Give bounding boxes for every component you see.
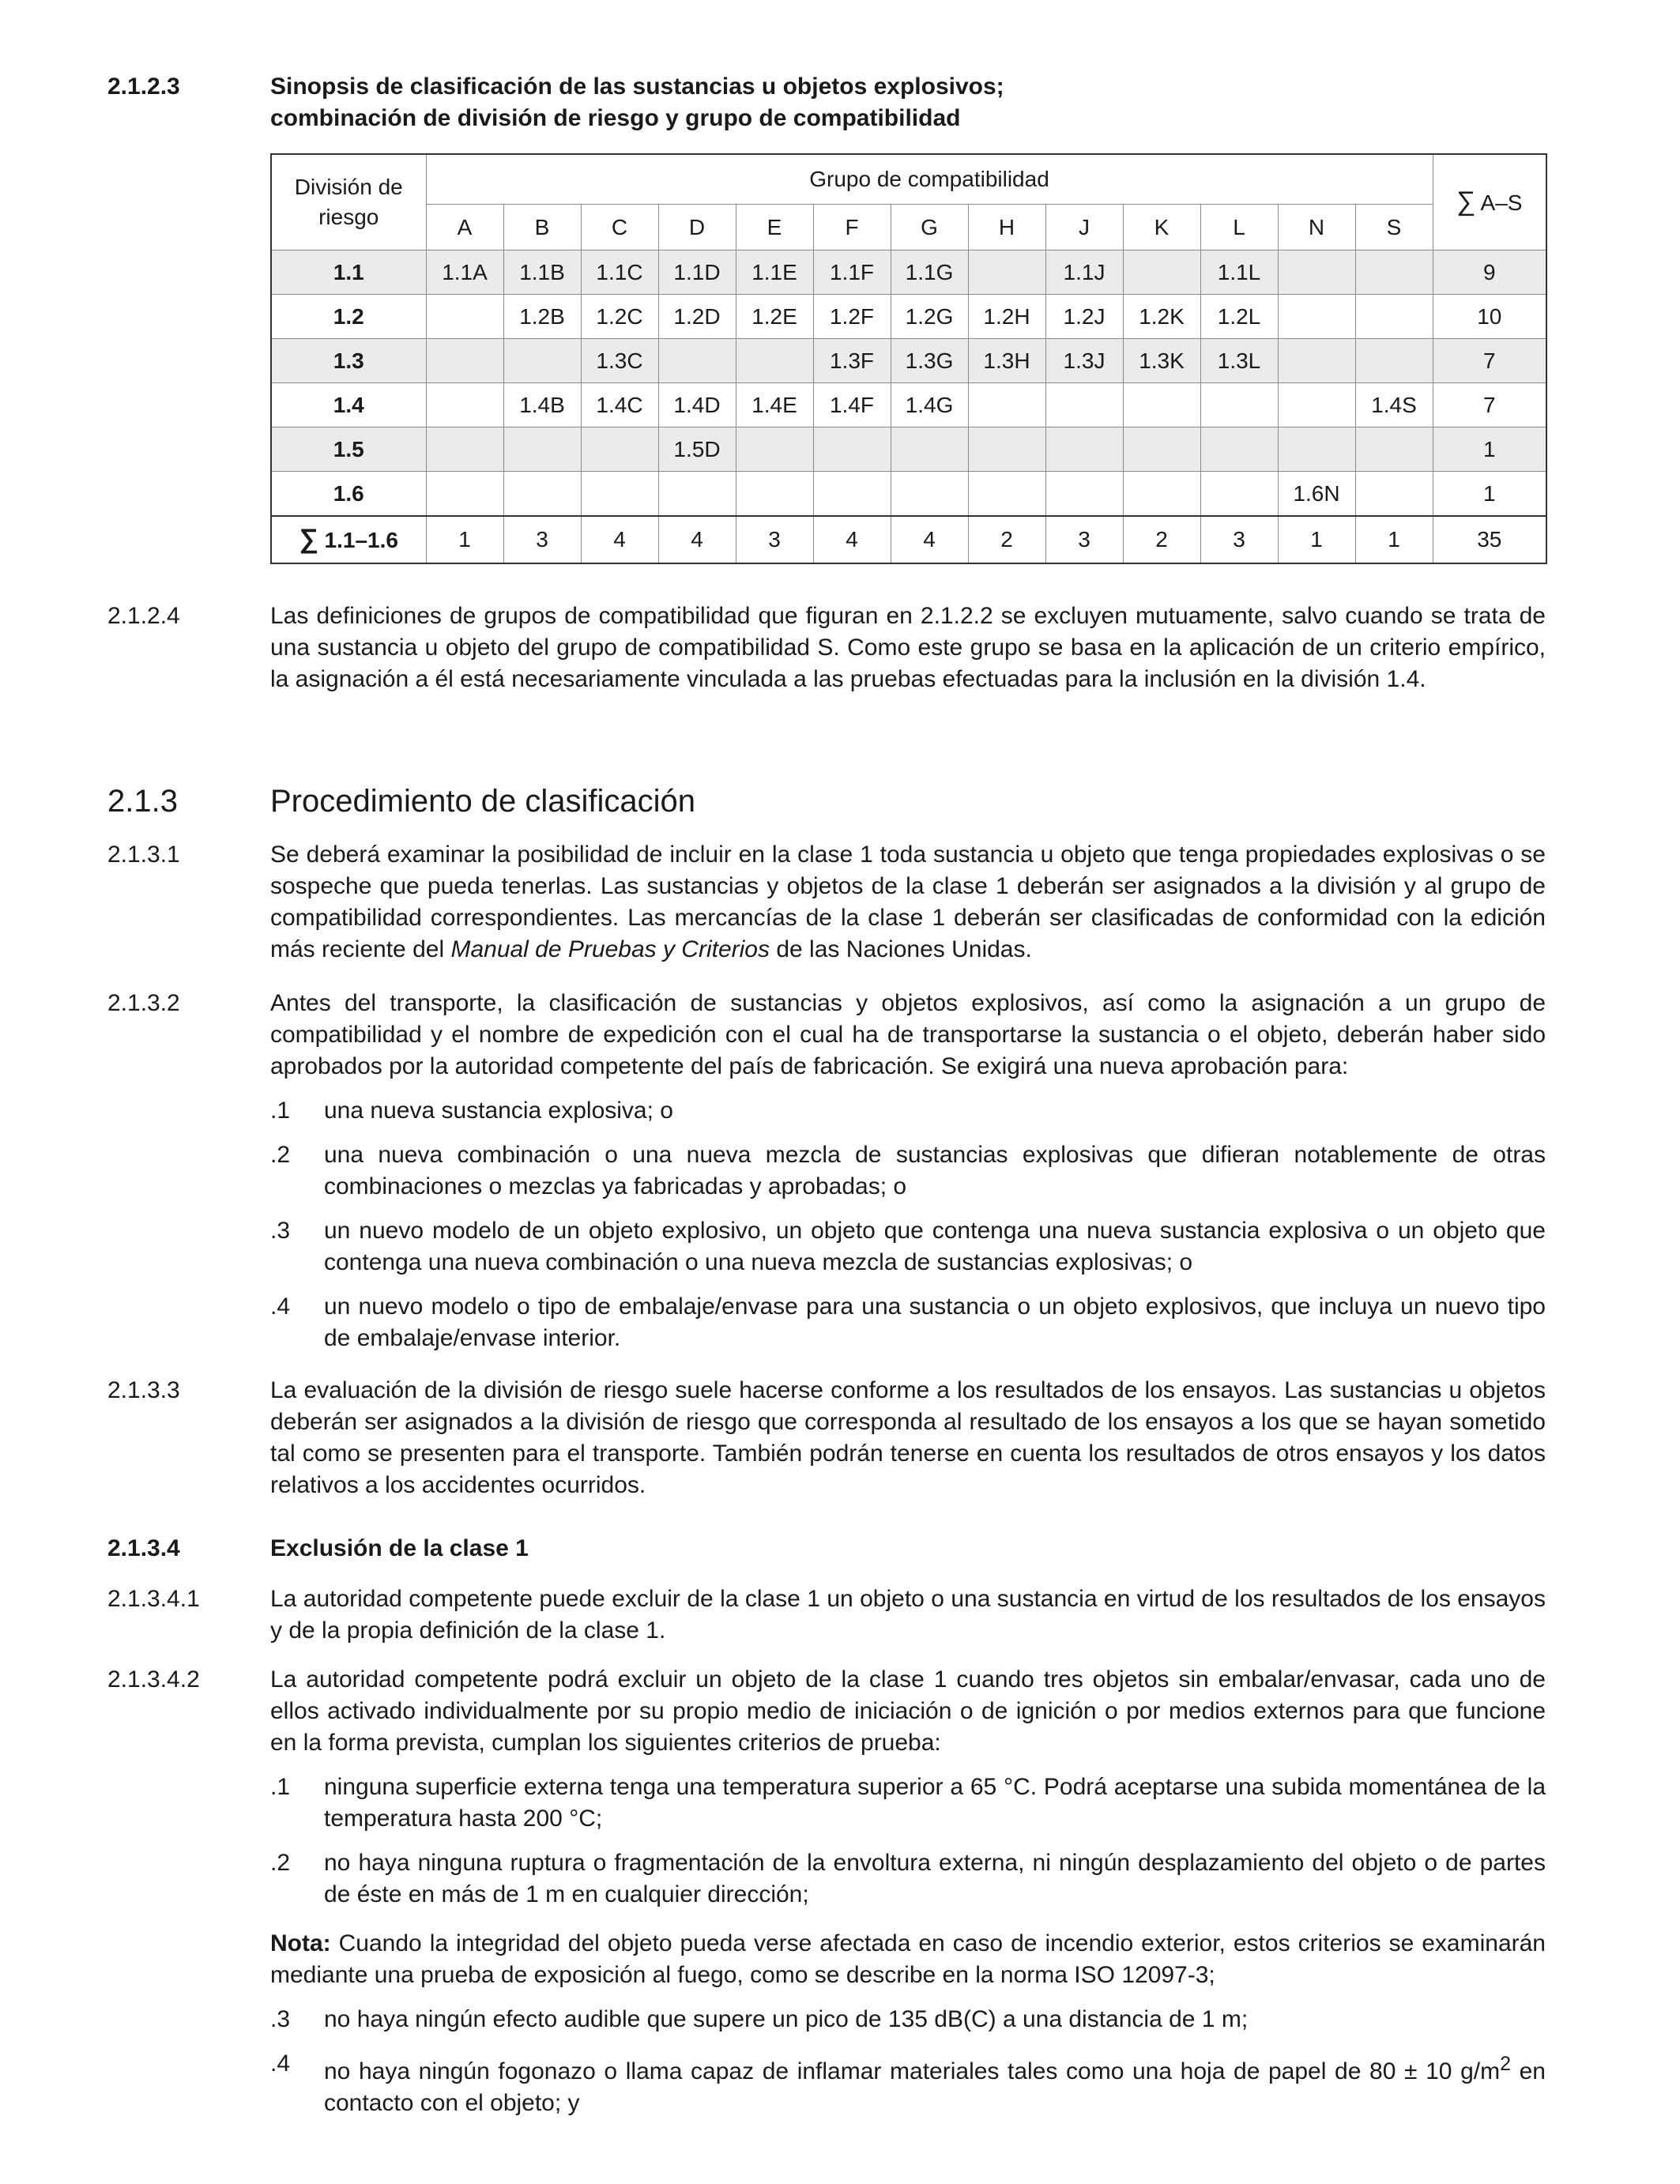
criterion-item xyxy=(270,2048,1546,2119)
header-compat-group: Grupo de compatibilidad xyxy=(426,154,1433,205)
table-cell xyxy=(1123,383,1200,427)
column-total-cell: 1 xyxy=(1278,516,1355,563)
row-sum-cell: 7 xyxy=(1433,383,1546,427)
table-cell xyxy=(1123,250,1200,295)
table-row xyxy=(271,250,1546,295)
table-cell xyxy=(1278,339,1355,383)
table-cell: 1.3K xyxy=(1123,339,1200,383)
item-text: una nueva sustancia explosiva; o xyxy=(324,1098,673,1124)
table-cell xyxy=(1045,472,1123,517)
table-cell: 1.4F xyxy=(813,383,891,427)
table-cell xyxy=(736,339,813,383)
table-row xyxy=(271,295,1546,339)
group-letter: N xyxy=(1278,205,1355,250)
section-title-line-1: Sinopsis de clasificación de las sustancias u objetos explosivos; xyxy=(270,73,1004,100)
header-division: División de riesgo xyxy=(271,154,426,250)
column-total-cell: 4 xyxy=(813,516,891,563)
section-2-1-3-1 xyxy=(107,839,1546,966)
table-cell xyxy=(1045,383,1123,427)
item-number: .4 xyxy=(270,2050,291,2077)
division-cell: 1.4 xyxy=(271,383,426,427)
column-total-cell: 4 xyxy=(891,516,968,563)
table-cell xyxy=(1278,383,1355,427)
table-cell xyxy=(813,472,891,517)
table-cell: 1.6N xyxy=(1278,472,1355,517)
table-cell xyxy=(1123,427,1200,472)
group-letter: F xyxy=(813,205,891,250)
item-number: .3 xyxy=(270,1218,291,1244)
column-total-cell: 3 xyxy=(1200,516,1278,563)
table-cell xyxy=(968,472,1045,517)
table-cell: 1.2B xyxy=(503,295,581,339)
approval-item xyxy=(270,1095,1546,1127)
table-cell xyxy=(1355,472,1433,517)
table-cell xyxy=(1355,339,1433,383)
section-number: 2.1.3 xyxy=(107,784,178,819)
table-cell xyxy=(426,383,503,427)
table-cell xyxy=(1123,472,1200,517)
table-cell: 1.2L xyxy=(1200,295,1278,339)
table-cell xyxy=(658,339,736,383)
group-letter: K xyxy=(1123,205,1200,250)
header-sum-label: A–S xyxy=(1480,190,1523,215)
table-cell xyxy=(503,427,581,472)
table-cell: 1.2J xyxy=(1045,295,1123,339)
section-2-1-3-2 xyxy=(107,988,1546,1354)
section-title xyxy=(270,71,1546,134)
table-cell xyxy=(503,339,581,383)
item-text: no haya ningún efecto audible que supere un pico de 135 dB(C) a una distancia de 1 m; xyxy=(324,2006,1249,2032)
table-cell: 1.4S xyxy=(1355,383,1433,427)
item-number: .2 xyxy=(270,1850,291,1876)
section-2-1-3-4-1 xyxy=(107,1583,1546,1647)
sum-symbol: ∑ xyxy=(299,524,318,554)
table-cell xyxy=(503,472,581,517)
table-cell xyxy=(968,383,1045,427)
item-text xyxy=(324,2048,1546,2119)
item-text: no haya ninguna ruptura o fragmentación de la envoltura externa, ni ningún desplazamiento del objeto o de partes de éste en más de 1 m en cualquier dirección; xyxy=(324,1850,1546,1907)
criterion-item xyxy=(270,1847,1546,1911)
column-total-cell: 4 xyxy=(658,516,736,563)
column-total-cell: 1 xyxy=(1355,516,1433,563)
table-cell: 1.1L xyxy=(1200,250,1278,295)
criterion-item xyxy=(270,1772,1546,1835)
table-cell: 1.3L xyxy=(1200,339,1278,383)
group-letter: E xyxy=(736,205,813,250)
approval-list xyxy=(270,1095,1546,1354)
table-cell xyxy=(1045,427,1123,472)
table-cell: 1.2E xyxy=(736,295,813,339)
criterion-item xyxy=(270,2004,1546,2035)
division-cell: 1.3 xyxy=(271,339,426,383)
table-cell xyxy=(1355,295,1433,339)
paragraph-block xyxy=(270,988,1546,1354)
note xyxy=(270,1928,1546,1991)
table-cell xyxy=(813,427,891,472)
table-cell: 1.1E xyxy=(736,250,813,295)
table-cell xyxy=(658,472,736,517)
section-2-1-3-4 xyxy=(107,1533,1546,1565)
column-total-cell: 2 xyxy=(1123,516,1200,563)
table-cell xyxy=(1355,250,1433,295)
column-total-cell: 3 xyxy=(736,516,813,563)
item-number: .4 xyxy=(270,1293,291,1320)
division-cell: 1.2 xyxy=(271,295,426,339)
paragraph: Las definiciones de grupos de compatibilidad que figuran en 2.1.2.2 se excluyen mutuamente, salvo cuando se trata de una sustancia u objeto del grupo de compatibilidad S. Como este grupo se basa en la aplicación de un criterio empírico, la asignación a él está necesariamente vinculada a las pruebas efectuadas para la inclusión en la división 1.4. xyxy=(270,603,1546,692)
group-letter: L xyxy=(1200,205,1278,250)
column-total-cell: 2 xyxy=(968,516,1045,563)
table-cell: 1.3F xyxy=(813,339,891,383)
row-sum-cell: 1 xyxy=(1433,427,1546,472)
table-cell xyxy=(1200,427,1278,472)
table-body xyxy=(271,250,1546,564)
column-total-cell: 1 xyxy=(426,516,503,563)
paragraph: La autoridad competente puede excluir de la clase 1 un objeto o una sustancia en virtud de los resultados de los ensayos y de la propia definición de la clase 1. xyxy=(270,1586,1546,1644)
item-number: .1 xyxy=(270,1774,291,1800)
section-number: 2.1.3.3 xyxy=(107,1377,180,1403)
item-text: ninguna superficie externa tenga una temperatura superior a 65 °C. Podrá aceptarse una subida momentánea de la temperatura hasta 200 °C; xyxy=(324,1774,1546,1832)
sum-symbol: ∑ xyxy=(1456,186,1476,217)
table-cell: 1.1F xyxy=(813,250,891,295)
approval-item xyxy=(270,1291,1546,1354)
table-cell xyxy=(581,472,658,517)
approval-item xyxy=(270,1215,1546,1278)
table-cell: 1.4C xyxy=(581,383,658,427)
division-cell: 1.6 xyxy=(271,472,426,517)
group-letter: B xyxy=(503,205,581,250)
note-text: Cuando la integridad del objeto pueda verse afectada en caso de incendio exterior, estos criterios se examinarán mediante una prueba de exposición al fuego, como se describe en la norma ISO 12097-3; xyxy=(270,1930,1546,1988)
table-cell xyxy=(426,427,503,472)
section-2-1-2-3 xyxy=(107,71,1546,134)
table-cell: 1.4E xyxy=(736,383,813,427)
section-number: 2.1.2.3 xyxy=(107,73,180,100)
table-cell: 1.3J xyxy=(1045,339,1123,383)
group-letter: A xyxy=(426,205,503,250)
section-number: 2.1.2.4 xyxy=(107,603,180,629)
table-cell xyxy=(1200,383,1278,427)
table-cell: 1.3H xyxy=(968,339,1045,383)
section-number: 2.1.3.4.2 xyxy=(107,1666,200,1693)
row-sum-cell: 7 xyxy=(1433,339,1546,383)
table-cell xyxy=(426,339,503,383)
table-cell: 1.2C xyxy=(581,295,658,339)
table-cell xyxy=(1200,472,1278,517)
superscript: 2 xyxy=(1500,2053,1511,2075)
column-total-cell: 3 xyxy=(1045,516,1123,563)
table-cell xyxy=(1278,427,1355,472)
table-cell: 1.2D xyxy=(658,295,736,339)
item-text-part: en contacto con el objeto; y xyxy=(324,2058,1546,2116)
table-cell: 1.1C xyxy=(581,250,658,295)
totals-label-text: 1.1–1.6 xyxy=(324,528,398,552)
division-cell: 1.1 xyxy=(271,250,426,295)
table-cell xyxy=(1278,250,1355,295)
grand-total-cell: 35 xyxy=(1433,516,1546,563)
header-sum xyxy=(1433,154,1546,250)
paragraph: La evaluación de la división de riesgo suele hacerse conforme a los resultados de los ensayos. Las sustancias u objetos deberán ser asignados a la división de riesgo que corresponda al resultado de los ensayos a los que se hayan sometido tal como se presenten para el transporte. También podrán tenerse en cuenta los resultados de otros ensayos y los datos relativos a los accidentes ocurridos. xyxy=(270,1377,1546,1498)
table-cell xyxy=(968,427,1045,472)
table-cell: 1.5D xyxy=(658,427,736,472)
table-cell: 1.2K xyxy=(1123,295,1200,339)
paragraph-text: Se deberá examinar la posibilidad de incluir en la clase 1 toda sustancia u objeto que tenga propiedades explosivas o se sospeche que pueda tenerlas. Las sustancias y objetos de la clase 1 deberán ser asignados a la división y al grupo de compatibilidad correspondientes. Las mercancías de la clase 1 deberán ser clasificadas de conformidad con la edición más reciente del xyxy=(270,842,1546,962)
table-cell xyxy=(736,472,813,517)
table-cell xyxy=(968,250,1045,295)
classification-grid xyxy=(270,153,1547,564)
section-title: Procedimiento de clasificación xyxy=(270,784,696,819)
table-row xyxy=(271,427,1546,472)
group-letter: C xyxy=(581,205,658,250)
table-cell xyxy=(1355,427,1433,472)
column-total-cell: 3 xyxy=(503,516,581,563)
table-cell xyxy=(426,295,503,339)
paragraph-block xyxy=(270,1664,1546,2119)
note-label: Nota: xyxy=(270,1930,331,1956)
item-text: una nueva combinación o una nueva mezcla de sustancias explosivas que difieran notablemente de otras combinaciones o mezclas ya fabricadas y aprobadas; o xyxy=(324,1142,1546,1199)
paragraph xyxy=(270,839,1546,966)
column-total-cell: 4 xyxy=(581,516,658,563)
table-cell: 1.1G xyxy=(891,250,968,295)
group-letter: D xyxy=(658,205,736,250)
totals-row xyxy=(271,516,1546,563)
item-number: .1 xyxy=(270,1098,291,1124)
group-letters-row xyxy=(271,205,1546,250)
item-text: un nuevo modelo de un objeto explosivo, un objeto que contenga una nueva sustancia explosiva o un objeto que contenga una nueva combinación o una nueva mezcla de sustancias explosivas; o xyxy=(324,1218,1546,1275)
section-2-1-3-3 xyxy=(107,1375,1546,1501)
section-2-1-3-4-2 xyxy=(107,1664,1546,2119)
section-number: 2.1.3.2 xyxy=(107,990,180,1016)
table-cell: 1.1B xyxy=(503,250,581,295)
section-title-line-2: combinación de división de riesgo y grupo de compatibilidad xyxy=(270,105,961,131)
section-2-1-2-4 xyxy=(107,601,1546,695)
table-cell: 1.4G xyxy=(891,383,968,427)
table-cell xyxy=(736,427,813,472)
paragraph: La autoridad competente podrá excluir un objeto de la clase 1 cuando tres objetos sin embalar/envasar, cada uno de ellos activado individualmente por su propio medio de iniciación o de ignición o por medios externos para que funcione en la forma prevista, cumplan los siguientes criterios de prueba: xyxy=(270,1666,1546,1756)
section-title: Exclusión de la clase 1 xyxy=(270,1535,529,1561)
table-cell: 1.2G xyxy=(891,295,968,339)
group-letter: J xyxy=(1045,205,1123,250)
table-cell xyxy=(426,472,503,517)
table-cell xyxy=(581,427,658,472)
table-row xyxy=(271,383,1546,427)
table-cell: 1.2F xyxy=(813,295,891,339)
paragraph-text: de las Naciones Unidas. xyxy=(769,936,1032,962)
item-number: .3 xyxy=(270,2006,291,2032)
section-number: 2.1.3.4 xyxy=(107,1535,180,1561)
row-sum-cell: 1 xyxy=(1433,472,1546,517)
section-2-1-3 xyxy=(107,782,1546,820)
division-cell: 1.5 xyxy=(271,427,426,472)
classification-table xyxy=(270,153,1546,564)
totals-label xyxy=(271,516,426,563)
item-number: .2 xyxy=(270,1142,291,1168)
table-cell: 1.1J xyxy=(1045,250,1123,295)
table-cell: 1.2H xyxy=(968,295,1045,339)
table-cell: 1.4B xyxy=(503,383,581,427)
table-cell: 1.1A xyxy=(426,250,503,295)
section-number: 2.1.3.4.1 xyxy=(107,1586,200,1612)
table-cell xyxy=(1278,295,1355,339)
row-sum-cell: 10 xyxy=(1433,295,1546,339)
table-cell: 1.3C xyxy=(581,339,658,383)
item-text-part: no haya ningún fogonazo o llama capaz de inflamar materiales tales como una hoja de papel de 80 ± 10 g/m xyxy=(324,2058,1501,2084)
section-number: 2.1.3.1 xyxy=(107,842,180,868)
table-row xyxy=(271,339,1546,383)
row-sum-cell: 9 xyxy=(1433,250,1546,295)
table-cell: 1.3G xyxy=(891,339,968,383)
approval-item xyxy=(270,1139,1546,1203)
group-letter: G xyxy=(891,205,968,250)
manual-title: Manual de Pruebas y Criterios xyxy=(450,936,770,962)
paragraph: Antes del transporte, la clasificación de sustancias y objetos explosivos, así como la asignación a un grupo de compatibilidad y el nombre de expedición con el cual ha de transportarse la sustancia o el objeto, deberán haber sido aprobados por la autoridad competente del país de fabricación. Se exigirá una nueva aprobación para: xyxy=(270,990,1546,1079)
table-row xyxy=(271,472,1546,517)
group-letter: S xyxy=(1355,205,1433,250)
item-text: un nuevo modelo o tipo de embalaje/envase para una sustancia o un objeto explosivos, que incluya un nuevo tipo de embalaje/envase interior. xyxy=(324,1293,1546,1351)
group-letter: H xyxy=(968,205,1045,250)
table-cell xyxy=(891,472,968,517)
table-cell xyxy=(891,427,968,472)
table-cell: 1.4D xyxy=(658,383,736,427)
table-cell: 1.1D xyxy=(658,250,736,295)
